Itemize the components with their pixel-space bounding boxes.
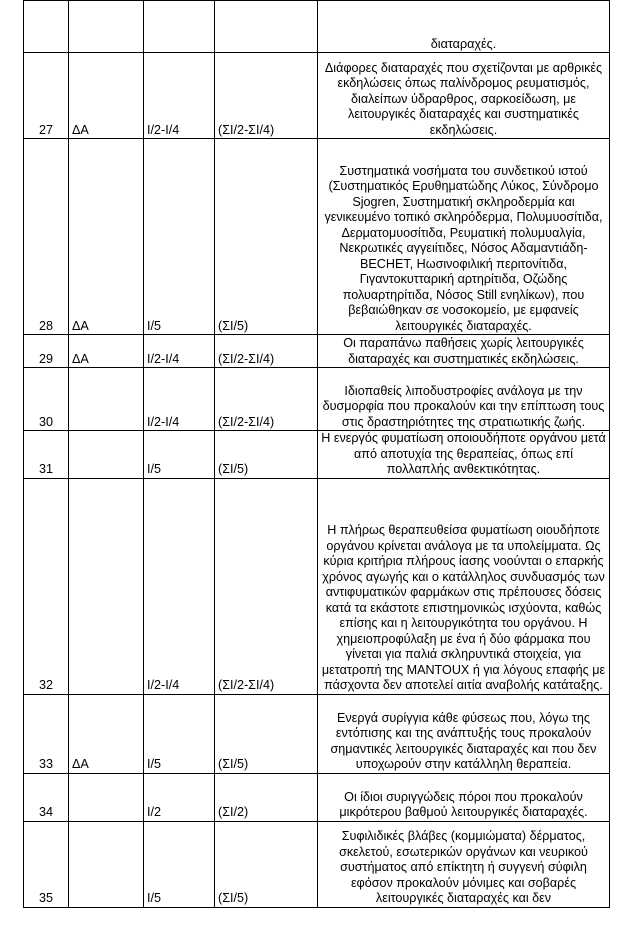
row-degree: I/5 (147, 318, 162, 333)
row-number-cell (24, 431, 69, 479)
row-number-cell (24, 821, 69, 907)
row-category-cell (69, 694, 144, 773)
row-percentage-cell (215, 821, 318, 907)
row-percentage-cell (215, 335, 318, 368)
row-description-cell (318, 694, 610, 773)
row-percentage-cell (215, 431, 318, 479)
row-degree: I/5 (147, 891, 162, 905)
row-category: ΔΑ (72, 122, 89, 137)
row-degree: I/5 (147, 757, 162, 771)
row-category-cell (69, 478, 144, 694)
row-degree-cell (144, 53, 215, 139)
row-number: 27 (38, 122, 53, 137)
row-percentage: (ΣΙ/2-ΣΙ/4) (218, 414, 275, 429)
row-description: Η πλήρως θεραπευθείσα φυματίωση οιουδήποτε οργάνου κρίνεται ανάλογα με τα υπολείμματα. Ως κύρια κριτήρια πλήρους ίασης νοούνται ο επαρκής χρόνος αγωγής και ο κατάλληλος συνδυασμός των αντιφυματικών φαρμάκων στις πρέπουσες δόσεις κατά τα εκάστοτε επιστημονικώς ισχύοντα, καθώς επίσης και η λειτουργικότητα του οργάνου. Η χημειοπροφύλαξη με ένα ή δύο φάρμακα που γίνεται για παλιά σκληρυντικά στοιχεία, για μετατροπή της MANTOUX ή για λόγους επαφής με πάσχοντα δεν αποτελεί αιτία αναβολής κατάταξης. (321, 523, 606, 692)
row-percentage: (ΣΙ/2) (218, 805, 249, 819)
row-category-cell (69, 1, 144, 53)
table-row (24, 335, 610, 368)
row-number-cell (24, 773, 69, 821)
row-description-cell (318, 1, 610, 53)
row-number-cell (24, 335, 69, 368)
row-description-cell (318, 368, 610, 431)
row-description-cell (318, 478, 610, 694)
row-degree-cell (144, 478, 215, 694)
row-number: 33 (38, 757, 53, 771)
table-body (24, 1, 610, 908)
row-description: Οι ίδιοι συριγγώδεις πόροι που προκαλούν μικρότερου βαθμού λειτουργικές διαταραχές. (339, 789, 588, 819)
table-row (24, 694, 610, 773)
row-percentage: (ΣΙ/5) (218, 757, 249, 771)
row-number: 30 (38, 414, 53, 429)
row-degree-cell (144, 1, 215, 53)
row-number: 35 (38, 891, 53, 905)
row-number: 32 (38, 678, 53, 692)
table-row (24, 53, 610, 139)
row-percentage-cell (215, 694, 318, 773)
row-number-cell (24, 478, 69, 694)
row-category: ΔΑ (72, 757, 89, 771)
row-number-cell (24, 139, 69, 335)
row-percentage: (ΣΙ/2-ΣΙ/4) (218, 678, 275, 692)
row-percentage-cell (215, 1, 318, 53)
table-row (24, 139, 610, 335)
row-percentage-cell (215, 368, 318, 431)
row-description-cell (318, 335, 610, 368)
row-category-cell (69, 368, 144, 431)
table-row (24, 431, 610, 479)
row-category-cell (69, 431, 144, 479)
row-description: Η ενεργός φυματίωση οποιουδήποτε οργάνου μετά από αποτυχία της θεραπείας, όπως επί πολλαπλής ανθεκτικότητας. (321, 431, 606, 476)
row-description: Οι παραπάνω παθήσεις χωρίς λειτουργικές διαταραχές και συστηματικές εκδηλώσεις. (343, 336, 584, 366)
row-category-cell (69, 821, 144, 907)
row-percentage: (ΣΙ/5) (218, 318, 249, 333)
row-degree: I/2-I/4 (147, 122, 180, 137)
table-row (24, 368, 610, 431)
row-category-cell (69, 335, 144, 368)
row-degree: I/2-I/4 (147, 414, 180, 429)
row-number-cell (24, 368, 69, 431)
row-percentage: (ΣΙ/2-ΣΙ/4) (218, 122, 275, 137)
row-description: Ιδιοπαθείς λιποδυστροφίες ανάλογα με την δυσμορφία που προκαλούν και την επίπτωση τους στις δραστηριότητες της στρατιωτικής ζωής. (322, 383, 605, 429)
row-description-cell (318, 431, 610, 479)
row-percentage-cell (215, 478, 318, 694)
row-number-cell (24, 53, 69, 139)
row-degree-cell (144, 821, 215, 907)
row-description: Διάφορες διαταραχές που σχετίζονται με αρθρικές εκδηλώσεις όπως παλίνδρομος ρευματισμός, διαλείπων ύδραρθρος, σαρκοείδωση, με λειτουργικές διαταραχές και συστηματικές εκδηλώσεις. (324, 60, 603, 137)
row-category-cell (69, 773, 144, 821)
row-degree-cell (144, 335, 215, 368)
row-category: ΔΑ (72, 318, 89, 333)
table-row (24, 478, 610, 694)
row-degree: I/2-I/4 (147, 351, 180, 366)
row-number-cell (24, 1, 69, 53)
row-percentage: (ΣΙ/5) (218, 891, 249, 905)
row-degree-cell (144, 431, 215, 479)
row-description: Συστηματικά νοσήματα του συνδετικού ιστού (Συστηματικός Ερυθηματώδης Λύκος, Σύνδρομο Sjogren, Συστηματική σκληροδερμία και γενικευμένο τοπικό σκληρόδερμα, Πολυμυοσίτιδα, Δερματομυοσίτιδα, Ρευματική πολυμυαλγία, Νεκρωτικές αγγειίτιδες, Νόσος Αδαμαντιάδη-BECHET, Ηωσινοφιλική περιτονίτιδα, Γιγαντοκυτταρική αρτηρίτιδα, Οζώδης πολυαρτηρίτιδα, Νόσος Still ενηλίκων), που βεβαιώθηκαν σε νοσοκομείο, με εμφανείς λειτουργικές διαταραχές. (324, 163, 603, 333)
row-degree-cell (144, 773, 215, 821)
row-description: διαταραχές. (430, 36, 497, 51)
row-degree: I/2-I/4 (147, 678, 180, 692)
row-description-cell (318, 53, 610, 139)
row-description-cell (318, 139, 610, 335)
row-number: 28 (38, 318, 53, 333)
row-percentage: (ΣΙ/5) (218, 462, 249, 476)
row-description-cell (318, 773, 610, 821)
row-category-cell (69, 139, 144, 335)
row-degree-cell (144, 139, 215, 335)
row-category-cell (69, 53, 144, 139)
row-description: Ενεργά συρίγγια κάθε φύσεως που, λόγω της εντόπισης και της ανάπτυξής τους προκαλούν σημαντικές λειτουργικές διαταραχές και που δεν υποχωρούν στην κατάλληλη θεραπεία. (330, 710, 597, 771)
row-number: 31 (38, 462, 53, 476)
table-row (24, 773, 610, 821)
row-number-cell (24, 694, 69, 773)
row-category: ΔΑ (72, 351, 89, 366)
row-percentage-cell (215, 139, 318, 335)
row-number: 34 (38, 805, 53, 819)
row-description-cell (318, 821, 610, 907)
row-degree: I/2 (147, 805, 162, 819)
row-percentage: (ΣΙ/2-ΣΙ/4) (218, 351, 275, 366)
row-description: Συφιλιδικές βλάβες (κομμιώματα) δέρματος, σκελετού, εσωτερικών οργάνων και νευρικού συστήματος από επίκτητη ή συγγενή σύφιλη εφόσον προκαλούν μόνιμες και σοβαρές λειτουργικές διαταραχές και δεν (339, 829, 588, 905)
row-degree-cell (144, 368, 215, 431)
row-degree: I/5 (147, 462, 162, 476)
table-row (24, 1, 610, 53)
table-row (24, 821, 610, 907)
row-degree-cell (144, 694, 215, 773)
row-percentage-cell (215, 773, 318, 821)
row-percentage-cell (215, 53, 318, 139)
row-number: 29 (38, 351, 53, 366)
medical-criteria-table (23, 0, 610, 908)
